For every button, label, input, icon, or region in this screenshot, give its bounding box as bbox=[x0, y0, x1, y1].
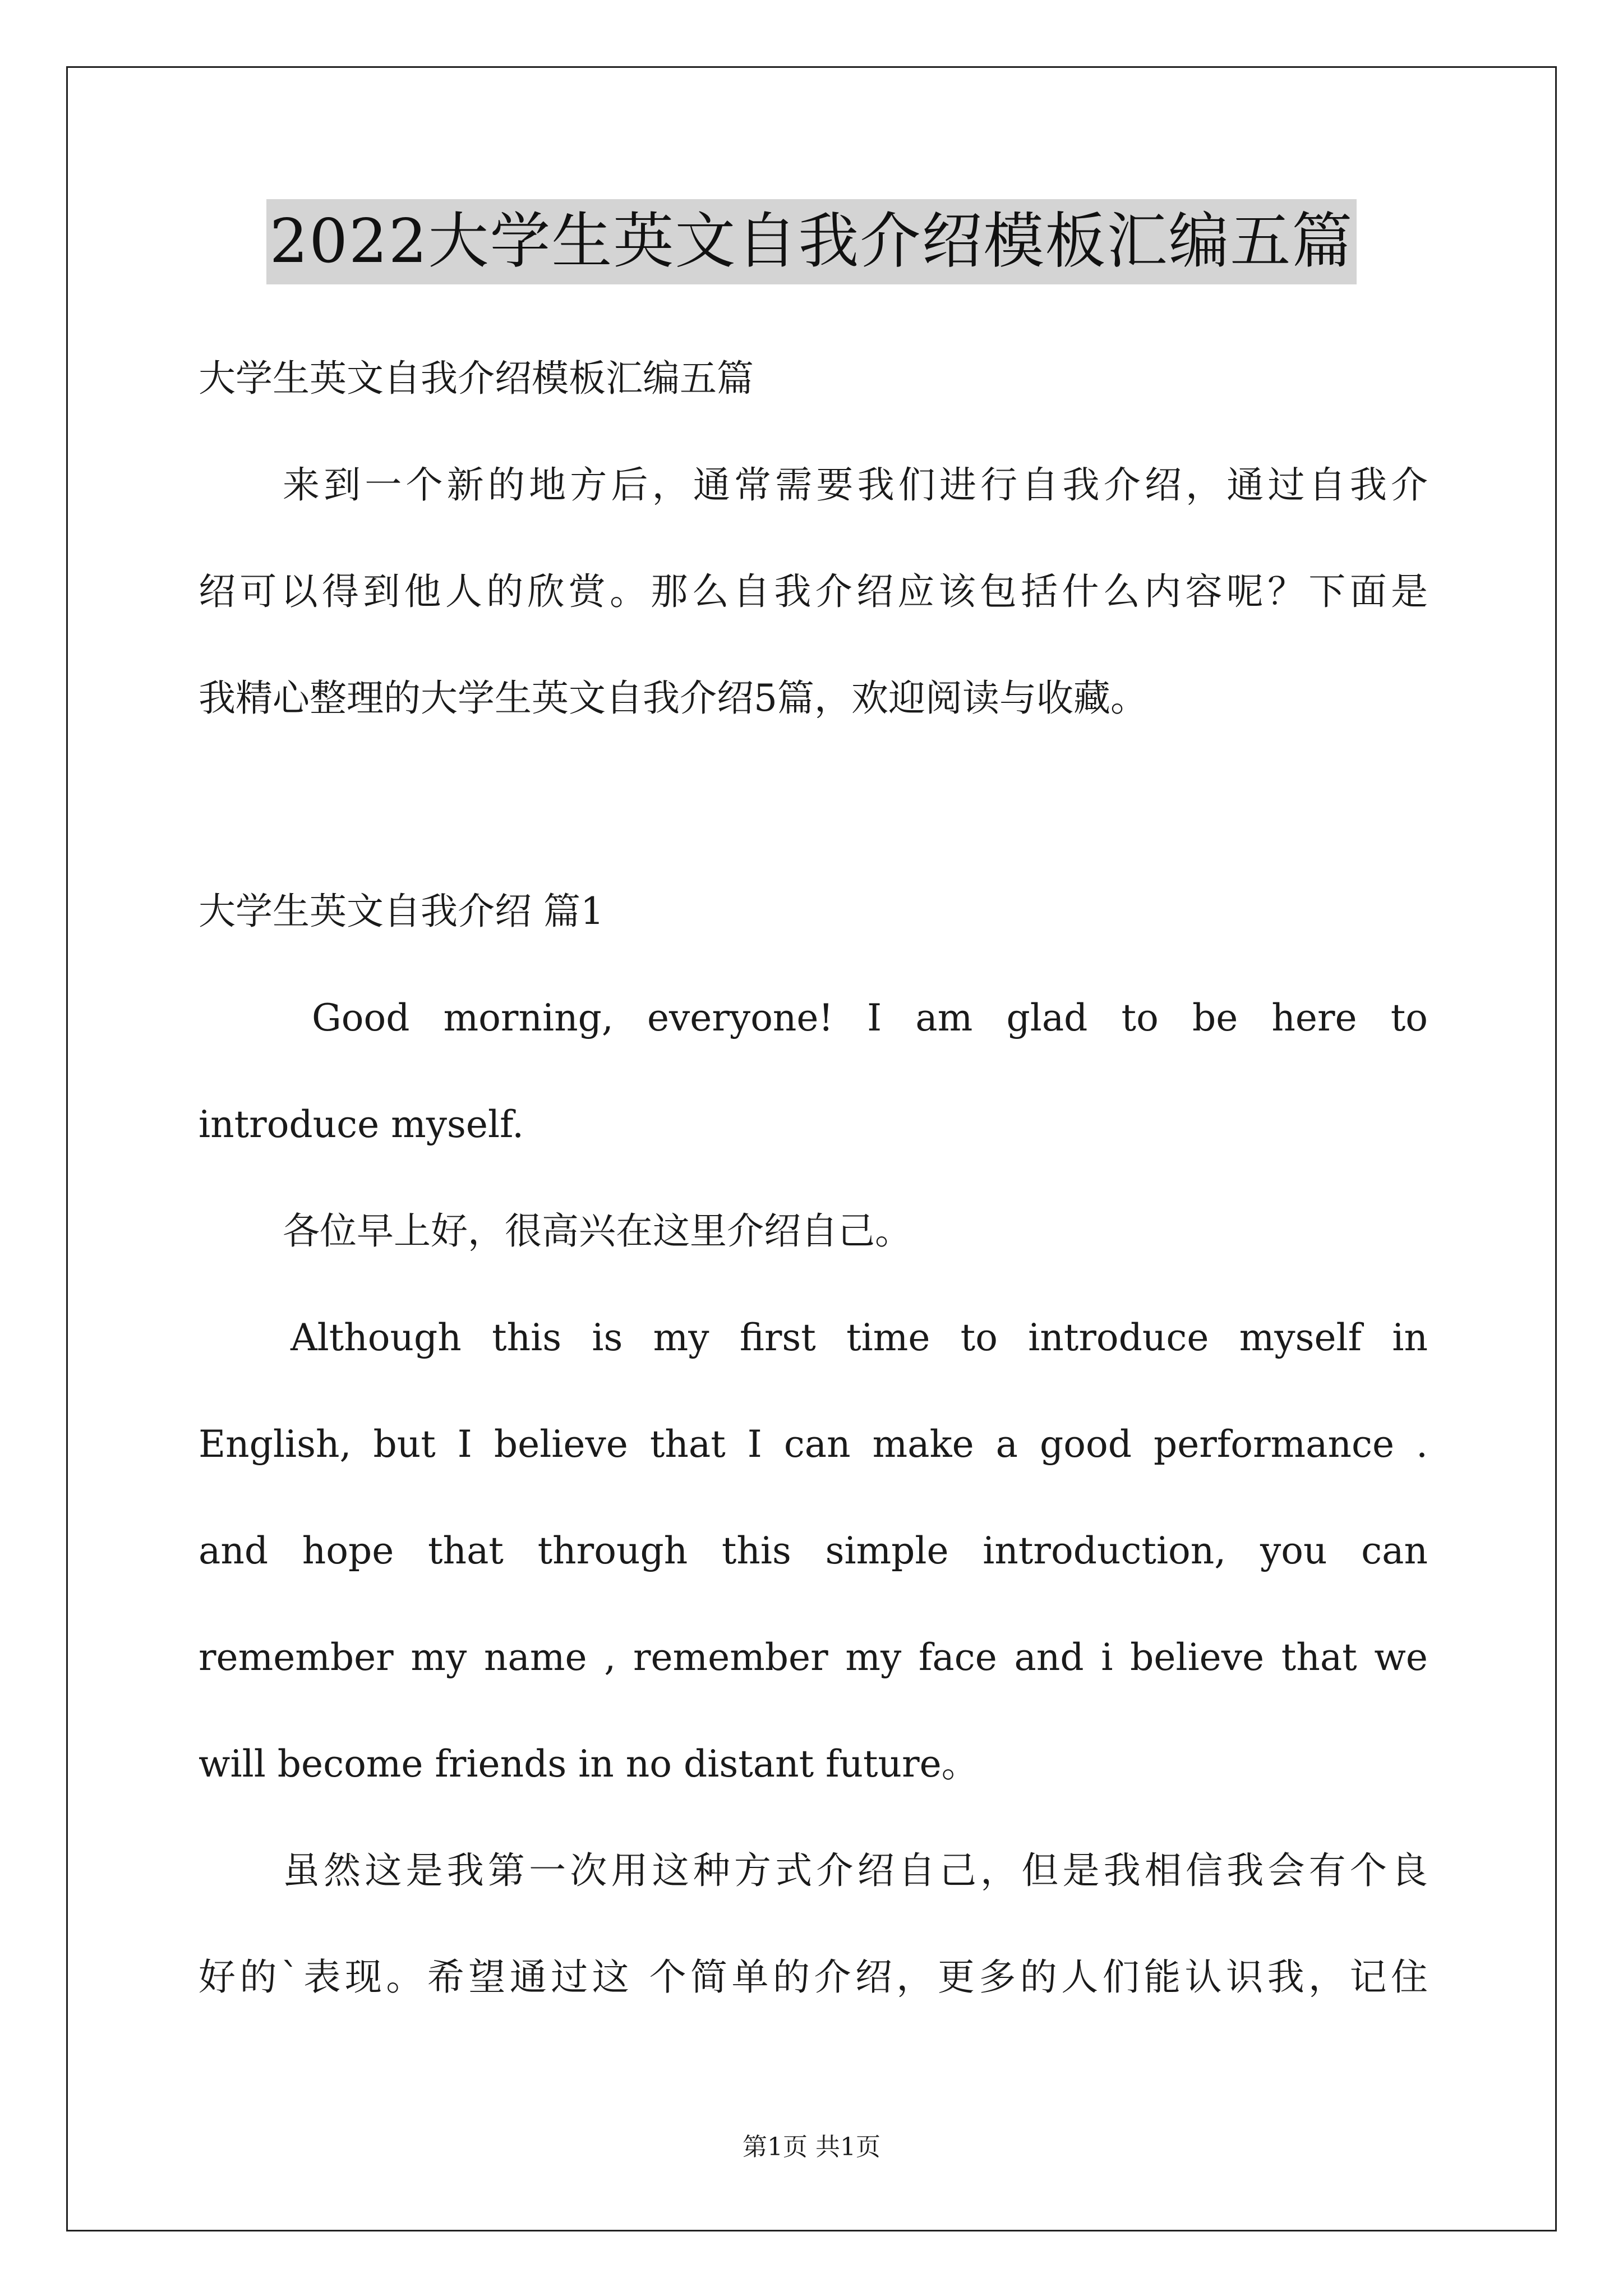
paragraph-line: 我精心整理的大学生英文自我介绍5篇，欢迎阅读与收藏。 bbox=[199, 677, 1147, 720]
page-footer: 第1页 共1页 bbox=[743, 2133, 880, 2161]
paragraph-line: remember my name , remember my face and i believe that we bbox=[199, 1636, 1428, 1679]
paragraph-line: 各位早上好，很高兴在这里介绍自己。 bbox=[283, 1209, 912, 1253]
paragraph-line: Good morning, everyone! I am glad to be here to bbox=[312, 996, 1428, 1039]
title-wrap bbox=[0, 199, 1623, 284]
paragraph-line: English, but I believe that I can make a good performance . bbox=[199, 1423, 1428, 1466]
paragraph-line: Although this is my first time to introduce myself in bbox=[291, 1316, 1428, 1359]
paragraph-line: 虽然这是我第一次用这种方式介绍自己，但是我相信我会有个良 bbox=[283, 1849, 1428, 1892]
paragraph-line: 来到一个新的地方后，通常需要我们进行自我介绍，通过自我介 bbox=[283, 463, 1428, 507]
paragraph-line: introduce myself. bbox=[199, 1103, 524, 1146]
document-title: 2022大学生英文自我介绍模板汇编五篇 bbox=[266, 199, 1357, 284]
paragraph-line: will become friends in no distant future。 bbox=[199, 1742, 979, 1786]
subtitle-line: 大学生英文自我介绍模板汇编五篇 bbox=[199, 357, 754, 400]
paragraph-line: and hope that through this simple introduction, you can bbox=[199, 1529, 1428, 1572]
section-heading: 大学生英文自我介绍 篇1 bbox=[199, 890, 604, 933]
paragraph-line: 绍可以得到他人的欣赏。那么自我介绍应该包括什么内容呢？下面是 bbox=[199, 570, 1428, 613]
paragraph-line: 好的`表现。希望通过这 个简单的介绍，更多的人们能认识我，记住 bbox=[199, 1955, 1428, 1999]
